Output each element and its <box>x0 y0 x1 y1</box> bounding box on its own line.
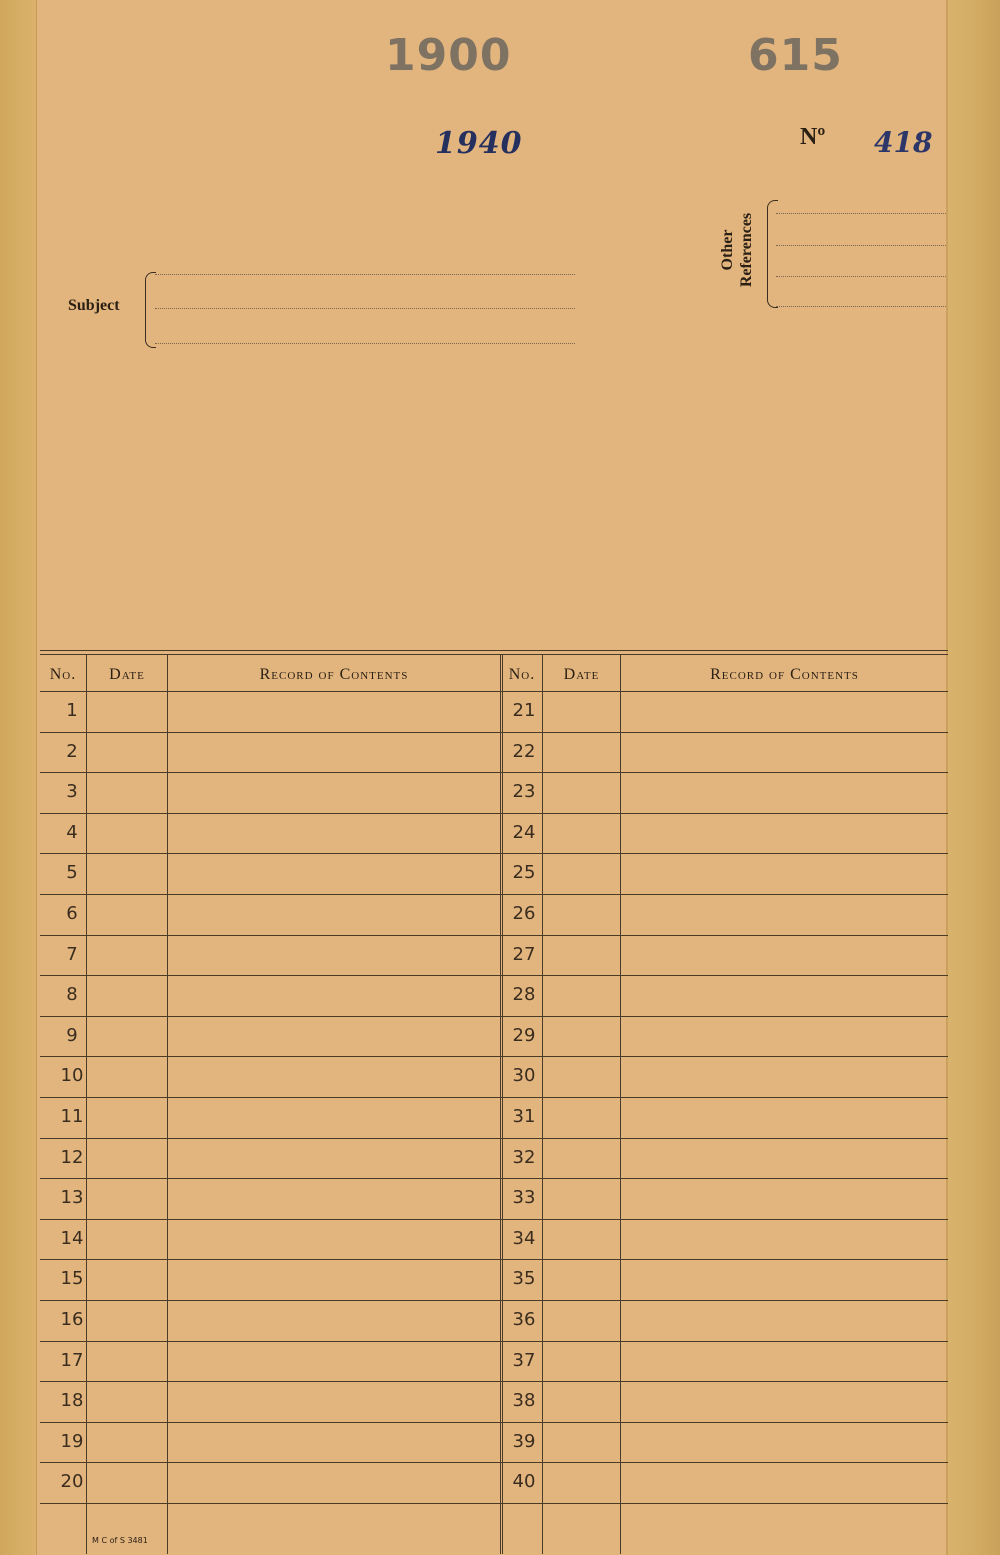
row-rule <box>40 1422 948 1423</box>
header-record-left: Record of Contents <box>259 666 409 683</box>
row-number: 18 <box>60 1390 84 1412</box>
row-number: 28 <box>512 984 536 1006</box>
row-number: 25 <box>512 862 536 884</box>
column-rule <box>500 654 501 1554</box>
form-code: M C of S 3481 <box>92 1536 148 1545</box>
row-number: 27 <box>512 943 536 965</box>
row-number: 19 <box>60 1430 84 1452</box>
row-number: 31 <box>512 1106 536 1127</box>
other-ref-line-1[interactable] <box>776 213 946 214</box>
subject-label: Subject <box>68 297 120 314</box>
row-rule <box>40 1016 948 1017</box>
row-number: 32 <box>512 1146 536 1168</box>
row-rule <box>40 1138 948 1139</box>
row-rule <box>40 935 948 936</box>
row-rule <box>40 853 948 854</box>
row-number: 2 <box>66 740 78 762</box>
other-ref-line-4[interactable] <box>776 306 946 307</box>
row-rule <box>40 1259 948 1260</box>
header-no-right: No. <box>508 666 536 683</box>
row-number: 11 <box>60 1106 84 1127</box>
row-rule <box>40 1178 948 1179</box>
row-number: 34 <box>512 1227 536 1249</box>
row-number: 35 <box>512 1268 536 1290</box>
header-date-right: Date <box>563 666 600 683</box>
row-number: 21 <box>512 700 536 721</box>
row-rule <box>40 1503 948 1504</box>
column-rule <box>620 654 621 1554</box>
column-rule <box>86 654 87 1554</box>
other-ref-line-3[interactable] <box>776 276 946 277</box>
row-rule <box>40 1300 948 1301</box>
row-number: 13 <box>60 1187 84 1209</box>
row-number: 12 <box>60 1146 84 1168</box>
cover-right-edge <box>946 0 1000 1555</box>
column-rule <box>502 654 503 1554</box>
row-rule <box>40 1341 948 1342</box>
row-rule <box>40 975 948 976</box>
table-top-rule <box>40 650 948 651</box>
row-rule <box>40 732 948 733</box>
row-rule <box>40 691 948 692</box>
handwritten-number: 418 <box>874 126 933 159</box>
cover-left-edge <box>0 0 37 1555</box>
subject-brace <box>145 272 156 348</box>
subject-line-2[interactable] <box>155 308 575 309</box>
number-label: Nº <box>800 124 826 150</box>
row-rule <box>40 1219 948 1220</box>
row-number: 4 <box>66 821 78 843</box>
row-number: 22 <box>512 740 536 762</box>
row-number: 37 <box>512 1349 536 1371</box>
row-number: 23 <box>512 781 536 803</box>
other-references-label <box>718 195 756 305</box>
row-rule <box>40 1097 948 1098</box>
handwritten-year: 1940 <box>435 126 523 161</box>
row-number: 36 <box>512 1309 536 1330</box>
row-number: 9 <box>66 1024 78 1046</box>
column-rule <box>167 654 168 1554</box>
row-number: 15 <box>60 1268 84 1290</box>
row-number: 26 <box>512 903 536 924</box>
stamped-year: 1900 <box>385 30 512 81</box>
subject-line-3[interactable] <box>155 343 575 344</box>
row-number: 6 <box>66 903 78 924</box>
header-date-left: Date <box>109 666 145 683</box>
row-rule <box>40 894 948 895</box>
row-number: 20 <box>60 1471 84 1493</box>
row-rule <box>40 1056 948 1057</box>
header-no-left: No. <box>49 666 77 683</box>
row-number: 7 <box>66 943 78 965</box>
row-number: 39 <box>512 1430 536 1452</box>
header-record-right: Record of Contents <box>710 666 859 683</box>
row-number: 5 <box>66 862 78 884</box>
table-top-rule <box>40 654 948 655</box>
row-rule <box>40 813 948 814</box>
other-references-brace <box>767 200 778 308</box>
row-number: 8 <box>66 984 78 1006</box>
row-number: 16 <box>60 1309 84 1330</box>
row-number: 30 <box>512 1065 536 1087</box>
row-number: 24 <box>512 821 536 843</box>
other-ref-line-2[interactable] <box>776 245 946 246</box>
subject-line-1[interactable] <box>155 274 575 275</box>
row-rule <box>40 1381 948 1382</box>
row-number: 29 <box>512 1024 536 1046</box>
other-references-line-2: References <box>738 212 755 288</box>
column-rule <box>542 654 543 1554</box>
row-number: 38 <box>512 1390 536 1412</box>
stamped-number: 615 <box>748 30 843 81</box>
row-number: 33 <box>512 1187 536 1209</box>
row-number: 40 <box>512 1471 536 1493</box>
row-rule <box>40 1462 948 1463</box>
record-table <box>40 650 948 1555</box>
row-number: 14 <box>60 1227 84 1249</box>
row-rule <box>40 772 948 773</box>
row-number: 3 <box>66 781 78 803</box>
row-number: 10 <box>60 1065 84 1087</box>
other-references-line-1: Other <box>719 229 736 271</box>
row-number: 17 <box>60 1349 84 1371</box>
row-number: 1 <box>66 700 78 721</box>
